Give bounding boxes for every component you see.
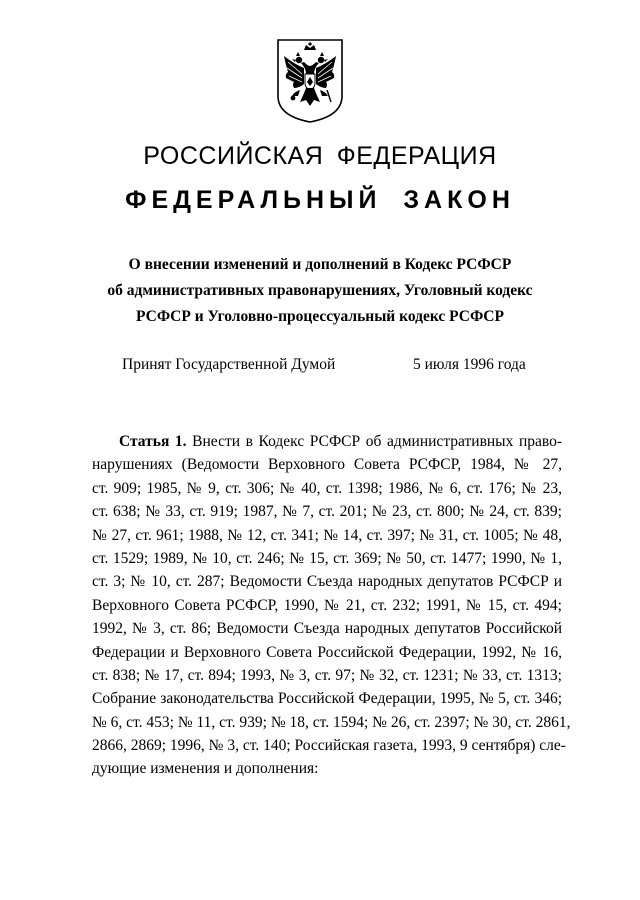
document-type-heading: ФЕДЕРАЛЬНЫЙ ЗАКОН bbox=[125, 186, 515, 214]
article-line: ст. 1529; 1989, № 10, ст. 246; № 15, ст. 369; № 50, ст. 1477; 1990, № 1, bbox=[92, 549, 562, 567]
article-line: ст. 638; № 33, ст. 919; 1987, № 7, ст. 201; № 23, ст. 800; № 24, ст. 839; bbox=[92, 503, 562, 521]
adoption-date: 5 июля 1996 года bbox=[413, 356, 526, 373]
law-title-line: О внесении изменений и дополнений в Кодекс РСФСР bbox=[128, 256, 512, 273]
article-label: Статья 1. bbox=[119, 433, 187, 450]
article-line: ст. 909; 1985, № 9, ст. 306; № 40, ст. 1398; 1986, № 6, ст. 176; № 23, bbox=[92, 479, 562, 497]
adoption-label: Принят Государственной Думой bbox=[122, 356, 336, 373]
article-line: ст. 838; № 17, ст. 894; 1993, № 3, ст. 97; № 32, ст. 1231; № 33, ст. 1313; bbox=[92, 666, 562, 684]
double-headed-eagle-icon bbox=[276, 38, 344, 124]
article-line: нарушениях (Ведомости Верховного Совета РСФСР, 1984, № 27, bbox=[92, 456, 562, 474]
law-title-line: РСФСР и Уголовно-процессуальный кодекс РСФСР bbox=[136, 308, 504, 325]
state-emblem bbox=[276, 38, 344, 124]
article-line: Федерации и Верховного Совета Российской Федерации, 1992, № 16, bbox=[92, 643, 562, 661]
law-title bbox=[0, 252, 640, 330]
article-line: 1992, № 3, ст. 86; Ведомости Съезда народных депутатов Российской bbox=[92, 620, 562, 638]
country-heading: РОССИЙСКАЯ ФЕДЕРАЦИЯ bbox=[143, 142, 497, 170]
article-line: дующие изменения и дополнения: bbox=[92, 760, 319, 778]
article-line: ст. 3; № 10, ст. 287; Ведомости Съезда народных депутатов РСФСР и bbox=[92, 573, 562, 591]
law-title-line: об административных правонарушениях, Уголовный кодекс bbox=[107, 282, 533, 299]
article-line: Собрание законодательства Российской Федерации, 1995, № 5, ст. 346; bbox=[92, 690, 562, 708]
article-line: 2866, 2869; 1996, № 3, ст. 140; Российская газета, 1993, 9 сентября) сле- bbox=[92, 737, 566, 755]
article-line: Верховного Совета РСФСР, 1990, № 21, ст. 232; 1991, № 15, ст. 494; bbox=[92, 596, 562, 614]
article-1-text bbox=[92, 430, 571, 781]
article-line: № 6, ст. 453; № 11, ст. 939; № 18, ст. 1594; № 26, ст. 2397; № 30, ст. 2861, bbox=[92, 713, 571, 731]
article-line: Статья 1. Внести в Кодекс РСФСР об административных право- bbox=[119, 433, 562, 450]
article-line: № 27, ст. 961; 1988, № 12, ст. 341; № 14, ст. 397; № 31, ст. 1005; № 48, bbox=[92, 526, 562, 544]
